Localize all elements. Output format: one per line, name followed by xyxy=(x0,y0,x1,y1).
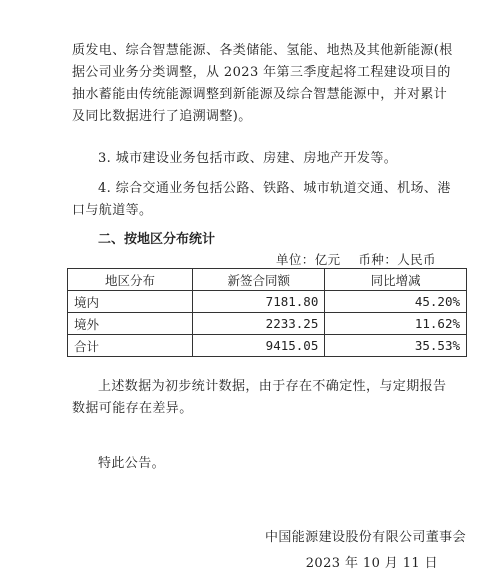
disclaimer-line2: 数据可能存在差异。 xyxy=(72,401,193,416)
signature-company: 中国能源建设股份有限公司董事会 xyxy=(264,530,466,545)
note-4 xyxy=(72,178,472,222)
table-row xyxy=(68,291,467,313)
table-row xyxy=(68,335,467,357)
disclaimer-line1: 上述数据为初步统计数据，由于存在不确定性，与定期报告 xyxy=(98,379,447,394)
cell-amount: 2233.25 xyxy=(193,313,325,335)
cell-region: 境外 xyxy=(68,313,193,335)
cell-amount: 7181.80 xyxy=(193,291,325,313)
header-change: 同比增减 xyxy=(325,269,467,291)
intro-paragraph xyxy=(72,40,472,128)
section-heading: 二、按地区分布统计 xyxy=(98,232,216,247)
note-4-line2: 口与航道等。 xyxy=(72,203,153,218)
unit-label: 单位：亿元 xyxy=(276,252,341,267)
cell-change: 35.53% xyxy=(325,335,467,357)
signature-date: 2023 年 10 月 11 日 xyxy=(305,556,438,571)
table-row xyxy=(68,313,467,335)
cell-amount: 9415.05 xyxy=(193,335,325,357)
cell-change: 45.20% xyxy=(325,291,467,313)
header-region: 地区分布 xyxy=(68,269,193,291)
intro-line: 及同比数据进行了追溯调整)。 xyxy=(72,109,252,124)
note-3 xyxy=(72,148,472,170)
note-3-text: 3. 城市建设业务包括市政、房建、房地产开发等。 xyxy=(98,151,398,166)
closing-text: 特此公告。 xyxy=(98,456,166,471)
intro-line: 质发电、综合智慧能源、各类储能、氢能、地热及其他新能源(根 xyxy=(72,43,453,58)
header-amount: 新签合同额 xyxy=(193,269,325,291)
region-table xyxy=(67,268,467,357)
intro-line: 据公司业务分类调整，从 2023 年第三季度起将工程建设项目的 xyxy=(72,65,451,80)
table-header-row xyxy=(68,269,467,291)
currency-label: 币种：人民币 xyxy=(358,252,436,267)
cell-change: 11.62% xyxy=(325,313,467,335)
disclaimer-paragraph xyxy=(72,376,446,420)
units-line xyxy=(276,250,436,268)
intro-line: 抽水蓄能由传统能源调整到新能源及综合智慧能源中，并对累计 xyxy=(72,87,448,102)
cell-region: 境内 xyxy=(68,291,193,313)
note-4-line1: 4. 综合交通业务包括公路、铁路、城市轨道交通、机场、港 xyxy=(98,181,451,196)
cell-region: 合计 xyxy=(68,335,193,357)
